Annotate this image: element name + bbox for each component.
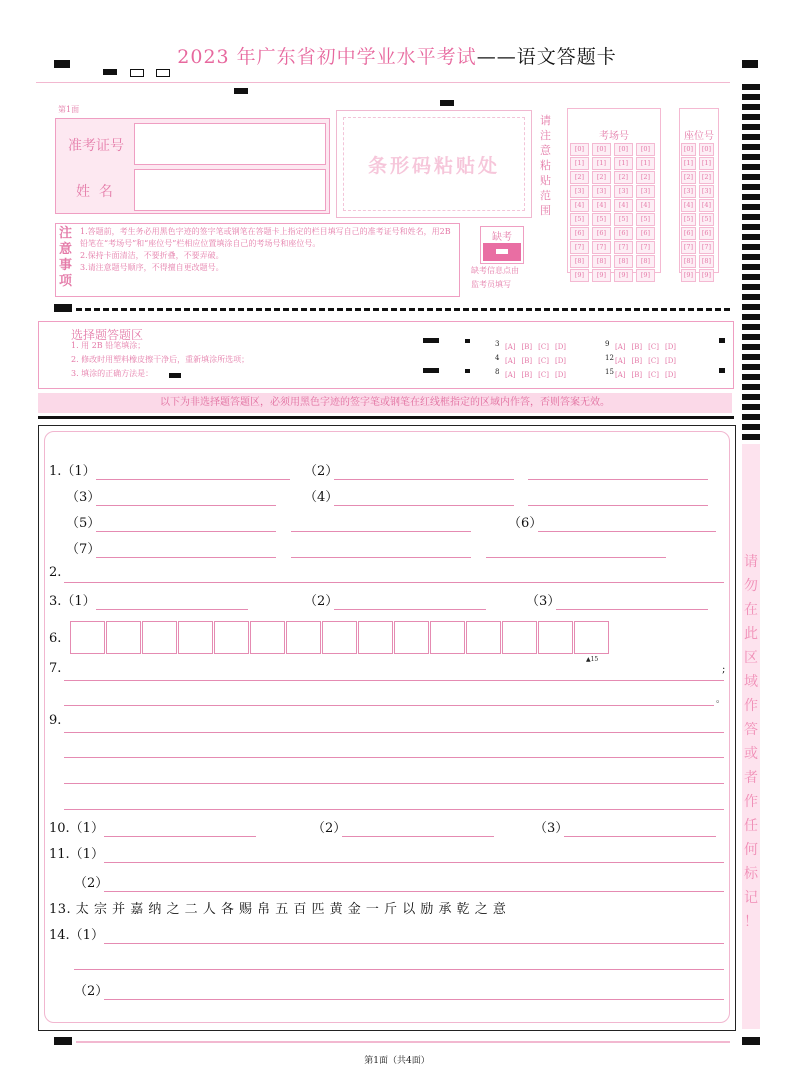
question-13-text: 13. 太 宗 并 嘉 纳 之 二 人 各 赐 帛 五 百 匹 黄 金 一 斤 以 励 承 乾 之 意	[49, 902, 507, 917]
digit-column[interactable]	[570, 143, 589, 283]
timing-tick	[742, 374, 760, 380]
question-2-label: 2.	[49, 565, 62, 580]
digit-bubble[interactable]: [1]	[681, 157, 696, 170]
choice-options[interactable]	[505, 366, 572, 381]
option-bubble[interactable]: [B]	[631, 357, 643, 365]
seat-label: 座位号	[684, 131, 714, 142]
warning-char: 何	[744, 842, 758, 858]
question-11-2-label: （2）	[74, 876, 109, 891]
warning-char: 者	[744, 770, 758, 786]
option-bubble[interactable]: [B]	[521, 343, 533, 351]
digit-bubble[interactable]: [9]	[592, 269, 611, 282]
question-1-4-label: （4）	[304, 490, 339, 505]
choice-number: 3	[495, 340, 500, 348]
warning-char: 域	[744, 674, 758, 690]
warning-char: 区	[744, 650, 758, 666]
timing-tick	[742, 324, 760, 330]
warning-char: 或	[744, 746, 758, 762]
option-bubble[interactable]: [D]	[554, 343, 567, 351]
character-box[interactable]	[538, 621, 573, 654]
timing-tick	[742, 194, 760, 200]
choice-number: 9	[605, 340, 610, 348]
choice-number: 8	[495, 368, 500, 376]
timing-tick	[742, 334, 760, 340]
option-bubble[interactable]: [D]	[664, 357, 677, 365]
character-box[interactable]	[70, 621, 105, 654]
warning-char: 作	[744, 698, 758, 714]
question-11-1-label: 11.（1）	[49, 847, 104, 862]
question-1-6-label: （6）	[508, 516, 543, 531]
digit-bubble[interactable]: [8]	[570, 255, 589, 268]
digit-bubble[interactable]: [4]	[636, 199, 655, 212]
option-bubble[interactable]: [D]	[554, 371, 567, 379]
character-grid[interactable]	[70, 621, 610, 654]
digit-bubble[interactable]: [7]	[570, 241, 589, 254]
absent-label: 缺考	[492, 232, 512, 243]
question-3-2-label: （2）	[304, 594, 339, 609]
character-box[interactable]	[430, 621, 465, 654]
answer-line-11-2[interactable]	[104, 891, 724, 892]
timing-tick	[742, 304, 760, 310]
warning-char: 请	[744, 554, 758, 570]
timing-tick	[742, 314, 760, 320]
option-bubble[interactable]: [D]	[664, 343, 677, 351]
timing-tick	[742, 284, 760, 290]
timing-tick	[742, 434, 760, 440]
digit-bubble[interactable]: [7]	[592, 241, 611, 254]
digit-bubble[interactable]: [5]	[699, 213, 714, 226]
timing-mark	[742, 1037, 760, 1045]
digit-bubble[interactable]: [9]	[614, 269, 633, 282]
answer-line-3-1[interactable]	[96, 609, 248, 610]
digit-column[interactable]	[681, 143, 696, 283]
digit-bubble[interactable]: [5]	[592, 213, 611, 226]
question-9-label: 9.	[49, 713, 62, 728]
barcode-area	[336, 110, 532, 218]
filled-example	[169, 373, 181, 378]
option-bubble[interactable]: [B]	[521, 357, 533, 365]
seat-grid[interactable]	[679, 108, 719, 279]
option-bubble[interactable]: [B]	[521, 371, 533, 379]
choice-options[interactable]	[615, 338, 682, 353]
notice-item: 2.保持卡面清洁，不要折叠，不要弄破。	[80, 251, 224, 260]
timing-tick	[742, 124, 760, 130]
digit-bubble[interactable]: [3]	[636, 185, 655, 198]
digit-bubble[interactable]: [0]	[592, 143, 611, 156]
digit-bubble[interactable]: [9]	[699, 269, 714, 282]
timing-tick	[742, 384, 760, 390]
answer-line-1-3[interactable]	[96, 505, 276, 506]
choice-options[interactable]	[615, 352, 682, 367]
digit-bubble[interactable]: [9]	[570, 269, 589, 282]
answer-line-9-1[interactable]	[64, 732, 724, 733]
timing-tick	[742, 154, 760, 160]
answer-line-14-1b[interactable]	[74, 969, 724, 970]
timing-tick	[742, 234, 760, 240]
digit-bubble[interactable]: [7]	[636, 241, 655, 254]
answer-line-1-6[interactable]	[538, 531, 716, 532]
exam-room-label: 考场号	[599, 131, 629, 142]
answer-line-10-1[interactable]	[104, 836, 256, 837]
digit-bubble[interactable]: [8]	[614, 255, 633, 268]
answer-line-1-2b[interactable]	[528, 479, 708, 480]
character-box[interactable]	[322, 621, 357, 654]
question-1-1-label: 1.（1）	[49, 464, 96, 479]
question-6-label: 6.	[49, 631, 62, 646]
digit-bubble[interactable]: [8]	[592, 255, 611, 268]
timing-mark	[54, 60, 70, 68]
option-bubble[interactable]: [A]	[615, 343, 626, 351]
timing-tick	[742, 84, 760, 90]
answer-line-1-1[interactable]	[96, 479, 290, 480]
answer-line-9-4[interactable]	[64, 809, 724, 810]
digit-bubble[interactable]: [1]	[614, 157, 633, 170]
answer-line-7-1[interactable]	[64, 680, 724, 681]
timing-tick	[742, 134, 760, 140]
choice-rule: 2. 修改时用塑料橡皮擦干净后，重新填涂所选项；	[71, 355, 250, 364]
option-bubble[interactable]: [D]	[664, 371, 677, 379]
question-1-7-label: （7）	[66, 542, 101, 557]
digit-bubble[interactable]: [6]	[614, 227, 633, 240]
digit-bubble[interactable]: [6]	[570, 227, 589, 240]
choice-heading: 选择题答题区	[71, 328, 144, 342]
answer-line-3-2[interactable]	[334, 609, 486, 610]
digit-bubble[interactable]: [2]	[614, 171, 633, 184]
choice-rule: 3. 填涂的正确方法是：	[71, 369, 154, 378]
notice-box	[55, 223, 460, 297]
digit-bubble[interactable]: [0]	[570, 143, 589, 156]
option-bubble[interactable]: [B]	[631, 343, 643, 351]
digit-bubble[interactable]: [6]	[681, 227, 696, 240]
timing-tick	[742, 94, 760, 100]
option-bubble[interactable]: [C]	[538, 357, 549, 365]
character-box[interactable]	[502, 621, 537, 654]
name-label: 姓 名	[76, 184, 113, 200]
option-bubble[interactable]: [D]	[554, 357, 567, 365]
digit-bubble[interactable]: [2]	[636, 171, 655, 184]
answer-line-1-4b[interactable]	[528, 505, 708, 506]
punctuation: 。	[716, 695, 726, 705]
char-count-mark: ▲15	[586, 656, 599, 663]
digit-bubble[interactable]: [1]	[699, 157, 714, 170]
digit-column[interactable]	[592, 143, 611, 283]
absent-note-1: 缺考信息点由	[471, 266, 519, 275]
digit-bubble[interactable]: [6]	[636, 227, 655, 240]
question-1-3-label: （3）	[66, 490, 101, 505]
timing-mark	[103, 69, 117, 75]
option-bubble[interactable]: [C]	[648, 343, 659, 351]
question-3-1-label: 3.（1）	[49, 594, 96, 609]
answer-line-10-3[interactable]	[564, 836, 716, 837]
choice-number: 4	[495, 354, 500, 362]
answer-line-3-3[interactable]	[556, 609, 708, 610]
answer-line-2[interactable]	[64, 582, 724, 583]
digit-bubble[interactable]: [0]	[614, 143, 633, 156]
option-bubble[interactable]: [A]	[615, 371, 626, 379]
digit-bubble[interactable]: [8]	[636, 255, 655, 268]
notice-list	[80, 226, 454, 274]
answer-line-11-1[interactable]	[104, 862, 724, 863]
question-14-1-label: 14.（1）	[49, 928, 104, 943]
question-7-label: 7.	[49, 661, 62, 676]
answer-area	[44, 431, 730, 1023]
digit-bubble[interactable]: [9]	[681, 269, 696, 282]
digit-bubble[interactable]: [7]	[699, 241, 714, 254]
exam-number-label: 准考证号	[68, 138, 124, 154]
choice-area	[38, 321, 734, 389]
side-label: 第1面	[58, 105, 80, 114]
answer-line-14-1[interactable]	[104, 943, 724, 944]
answer-line-1-7[interactable]	[96, 557, 276, 558]
timing-tick	[742, 104, 760, 110]
digit-bubble[interactable]: [3]	[592, 185, 611, 198]
digit-bubble[interactable]: [3]	[681, 185, 696, 198]
instruction-banner: 以下为非选择题答题区，必须用黑色字迹的签字笔或钢笔在红线框指定的区域内作答，否则答案无效。	[38, 393, 732, 413]
warning-char: 任	[744, 818, 758, 834]
timing-mark	[440, 100, 454, 106]
character-box[interactable]	[250, 621, 285, 654]
digit-bubble[interactable]: [5]	[570, 213, 589, 226]
question-10-1-label: 10.（1）	[49, 821, 104, 836]
answer-line-1-2[interactable]	[334, 479, 514, 480]
absent-box	[480, 226, 524, 264]
answer-line-1-4[interactable]	[334, 505, 514, 506]
digit-bubble[interactable]: [9]	[636, 269, 655, 282]
choice-options[interactable]	[615, 366, 682, 381]
answer-line-7-2[interactable]	[64, 705, 714, 706]
timing-tick	[742, 264, 760, 270]
question-1-2-label: （2）	[304, 464, 339, 479]
warning-char: 作	[744, 794, 758, 810]
digit-bubble[interactable]: [3]	[570, 185, 589, 198]
character-box[interactable]	[142, 621, 177, 654]
exam-number-field[interactable]	[134, 123, 326, 165]
character-box[interactable]	[466, 621, 501, 654]
notice-item: 1.答题前，考生务必用黑色字迹的签字笔或钢笔在答题卡上指定的栏目填写自己的准考证号和姓名，用2B铅笔在“考场号”和“座位号”栏相应位置填涂自己的考场号和座位号。	[80, 227, 451, 248]
timing-tick	[742, 164, 760, 170]
timing-tick	[742, 224, 760, 230]
digit-bubble[interactable]: [4]	[699, 199, 714, 212]
character-box[interactable]	[214, 621, 249, 654]
choice-rule: 1. 用 2B 铅笔填涂；	[71, 341, 146, 350]
option-bubble[interactable]: [C]	[538, 343, 549, 351]
timing-tick	[742, 274, 760, 280]
cut-line	[76, 308, 730, 311]
digit-column[interactable]	[636, 143, 655, 283]
digit-column[interactable]	[614, 143, 633, 283]
answer-line-1-5[interactable]	[96, 531, 276, 532]
timing-mark	[156, 69, 170, 77]
digit-bubble[interactable]: [3]	[699, 185, 714, 198]
digit-bubble[interactable]: [7]	[614, 241, 633, 254]
warning-char: 勿	[744, 578, 758, 594]
timing-tick	[742, 184, 760, 190]
timing-mark	[130, 69, 144, 77]
warning-char: 在	[744, 602, 758, 618]
question-3-3-label: （3）	[526, 594, 561, 609]
answer-line-10-2[interactable]	[342, 836, 494, 837]
digit-bubble[interactable]: [4]	[614, 199, 633, 212]
answer-line-1-5b[interactable]	[291, 531, 471, 532]
digit-bubble[interactable]: [2]	[681, 171, 696, 184]
digit-bubble[interactable]: [2]	[699, 171, 714, 184]
answer-line-9-2[interactable]	[64, 757, 724, 758]
timing-mark	[54, 304, 72, 312]
option-bubble[interactable]: [A]	[505, 371, 516, 379]
divider	[36, 82, 730, 83]
timing-tick	[742, 204, 760, 210]
timing-tick	[742, 404, 760, 410]
option-bubble[interactable]: [A]	[505, 357, 516, 365]
timing-tick	[742, 114, 760, 120]
barcode-note: 请注意粘贴范围	[540, 114, 551, 217]
option-bubble[interactable]: [A]	[615, 357, 626, 365]
question-14-2-label: （2）	[74, 984, 109, 999]
digit-bubble[interactable]: [1]	[570, 157, 589, 170]
timing-tick	[742, 294, 760, 300]
option-bubble[interactable]: [C]	[538, 371, 549, 379]
page-title: 2023 年广东省初中学业水平考试——语文答题卡	[177, 46, 617, 68]
page-footer: 第1面（共4面）	[364, 1056, 430, 1066]
timing-tick	[742, 174, 760, 180]
notice-heading: 注意事项	[59, 226, 73, 289]
question-1-5-label: （5）	[66, 516, 101, 531]
digit-bubble[interactable]: [3]	[614, 185, 633, 198]
exam-room-grid[interactable]	[567, 108, 661, 279]
option-bubble[interactable]: [C]	[648, 371, 659, 379]
digit-bubble[interactable]: [0]	[636, 143, 655, 156]
warning-char: 此	[744, 626, 758, 642]
timing-tick	[742, 424, 760, 430]
digit-bubble[interactable]: [0]	[699, 143, 714, 156]
timing-tick	[742, 244, 760, 250]
digit-bubble[interactable]: [0]	[681, 143, 696, 156]
warning-char: 记	[744, 890, 758, 906]
timing-tick	[742, 344, 760, 350]
option-bubble[interactable]: [B]	[631, 371, 643, 379]
digit-bubble[interactable]: [8]	[681, 255, 696, 268]
character-box[interactable]	[178, 621, 213, 654]
choice-options[interactable]	[505, 338, 572, 353]
digit-bubble[interactable]: [1]	[592, 157, 611, 170]
question-10-3-label: （3）	[534, 821, 569, 836]
choice-number: 12	[605, 354, 614, 362]
digit-column[interactable]	[699, 143, 714, 283]
character-box[interactable]	[574, 621, 609, 654]
digit-bubble[interactable]: [1]	[636, 157, 655, 170]
question-10-2-label: （2）	[312, 821, 347, 836]
notice-item: 3.请注意题号顺序，不得擅自更改题号。	[80, 263, 224, 272]
barcode-text: 条形码粘贴处	[367, 155, 500, 177]
digit-bubble[interactable]: [6]	[592, 227, 611, 240]
timing-mark	[742, 60, 758, 68]
id-box	[55, 118, 330, 214]
name-field[interactable]	[134, 169, 326, 211]
timing-tick	[742, 394, 760, 400]
digit-bubble[interactable]: [4]	[681, 199, 696, 212]
digit-bubble[interactable]: [5]	[681, 213, 696, 226]
absent-mark[interactable]	[483, 243, 521, 261]
answer-line-1-7b[interactable]	[291, 557, 471, 558]
digit-bubble[interactable]: [7]	[681, 241, 696, 254]
answer-line-14-2[interactable]	[104, 999, 724, 1000]
timing-tick	[742, 414, 760, 420]
punctuation: ;	[722, 664, 726, 675]
warning-char: 答	[744, 722, 758, 738]
timing-tick	[742, 254, 760, 260]
absent-note-2: 监考员填写	[471, 280, 511, 289]
digit-bubble[interactable]: [2]	[570, 171, 589, 184]
choice-number: 15	[605, 368, 614, 376]
answer-line-1-7c[interactable]	[486, 557, 666, 558]
digit-bubble[interactable]: [4]	[570, 199, 589, 212]
digit-bubble[interactable]: [4]	[592, 199, 611, 212]
timing-tick	[742, 364, 760, 370]
timing-tick	[742, 144, 760, 150]
warning-char: 标	[744, 866, 758, 882]
answer-line-9-3[interactable]	[64, 783, 724, 784]
character-box[interactable]	[286, 621, 321, 654]
character-box[interactable]	[394, 621, 429, 654]
character-box[interactable]	[106, 621, 141, 654]
option-bubble[interactable]: [C]	[648, 357, 659, 365]
digit-bubble[interactable]: [6]	[699, 227, 714, 240]
timing-mark	[54, 1037, 72, 1045]
timing-tick	[742, 354, 760, 360]
option-bubble[interactable]: [A]	[505, 343, 516, 351]
choice-options[interactable]	[505, 352, 572, 367]
digit-bubble[interactable]: [2]	[592, 171, 611, 184]
timing-mark	[234, 88, 248, 94]
warning-char: ！	[744, 914, 758, 930]
digit-bubble[interactable]: [5]	[614, 213, 633, 226]
timing-tick	[742, 214, 760, 220]
character-box[interactable]	[358, 621, 393, 654]
digit-bubble[interactable]: [5]	[636, 213, 655, 226]
digit-bubble[interactable]: [8]	[699, 255, 714, 268]
